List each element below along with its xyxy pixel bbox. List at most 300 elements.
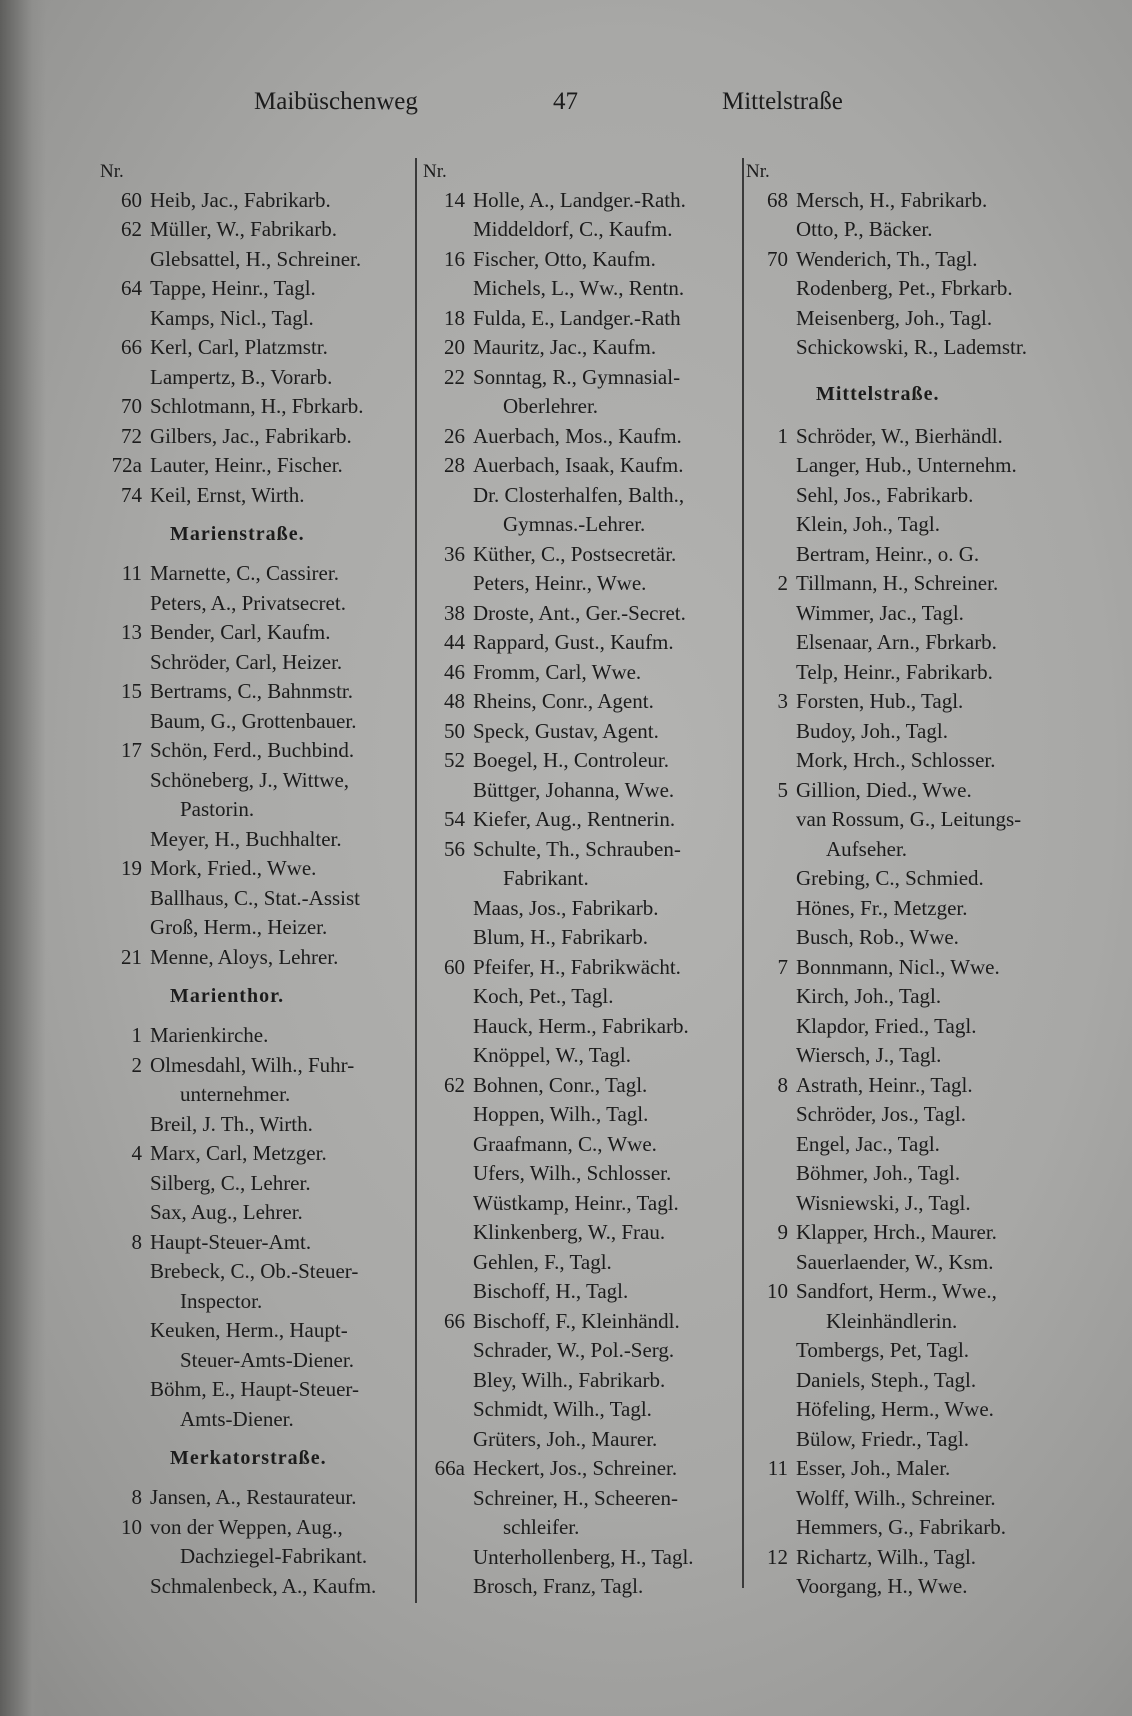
- directory-entry: [423, 658, 738, 688]
- directory-entry: [746, 1189, 1076, 1219]
- entry-continuation: [100, 795, 410, 825]
- directory-entry: [746, 687, 1076, 717]
- directory-entry: [100, 1051, 410, 1081]
- directory-entry: [423, 1336, 738, 1366]
- directory-entry: [100, 422, 410, 452]
- resident-text: Dr. Closterhalfen, Balth.,: [473, 482, 685, 507]
- directory-entry: [423, 422, 738, 452]
- resident-text: Knöppel, W., Tagl.: [473, 1043, 631, 1067]
- resident-text: Brosch, Franz, Tagl.: [473, 1574, 644, 1598]
- directory-entry: [746, 658, 1076, 688]
- directory-entry: [746, 1100, 1076, 1130]
- directory-entry: [100, 392, 410, 422]
- directory-entry: [423, 1395, 738, 1425]
- house-number: 38: [444, 600, 465, 625]
- house-number: 56: [444, 836, 465, 861]
- directory-entry: [746, 776, 1076, 806]
- house-number: 19: [121, 856, 142, 880]
- house-number: 36: [444, 541, 465, 566]
- resident-text: Langer, Hub., Unternehm.: [796, 453, 1017, 477]
- directory-entry: [423, 1130, 738, 1160]
- column-divider: [742, 158, 744, 1588]
- directory-entry: [423, 717, 738, 747]
- resident-text: Bonnmann, Nicl., Wwe.: [796, 954, 1000, 979]
- resident-text: Groß, Herm., Heizer.: [150, 915, 328, 939]
- directory-entry: [100, 1198, 410, 1228]
- directory-entry: [423, 805, 738, 835]
- directory-entry: [100, 186, 410, 216]
- directory-entry: [746, 1130, 1076, 1160]
- resident-text: Unterhollenberg, H., Tagl.: [473, 1544, 694, 1569]
- house-number: 70: [767, 246, 788, 271]
- resident-text: Brebeck, C., Ob.-Steuer-: [150, 1259, 359, 1283]
- resident-text: Tombergs, Pet, Tagl.: [796, 1338, 970, 1362]
- house-number: 5: [777, 777, 788, 802]
- directory-entry: [746, 304, 1076, 334]
- directory-entry: [746, 481, 1076, 511]
- street-heading: Merkatorstraße.: [170, 1447, 327, 1469]
- directory-entry: [423, 1159, 738, 1189]
- directory-entry: [746, 1572, 1076, 1602]
- resident-text: Hönes, Fr., Metzger.: [796, 895, 968, 920]
- directory-entry: [100, 304, 410, 334]
- number-column-label: [746, 156, 1076, 186]
- directory-entry: [423, 363, 738, 393]
- resident-text: Marienkirche.: [150, 1023, 269, 1047]
- resident-text: Otto, P., Bäcker.: [796, 217, 933, 241]
- resident-text: Ballhaus, C., Stat.-Assist: [150, 885, 361, 910]
- directory-column-2: [423, 156, 738, 1602]
- resident-text: Wolff, Wilh., Schreiner.: [796, 1485, 996, 1510]
- resident-text: Schmalenbeck, A., Kaufm.: [150, 1573, 377, 1598]
- house-number: 22: [444, 364, 465, 389]
- directory-entry: [100, 707, 410, 737]
- directory-entry: [423, 540, 738, 570]
- directory-entry: [100, 333, 410, 363]
- street-heading: Marienstraße.: [170, 523, 305, 545]
- house-number: 48: [444, 689, 465, 713]
- house-number: 60: [121, 187, 142, 212]
- resident-text: Grüters, Joh., Maurer.: [473, 1426, 658, 1451]
- resident-text: Marnette, C., Cassirer.: [150, 561, 339, 585]
- resident-text: Speck, Gustav, Agent.: [473, 718, 659, 743]
- resident-text: Peters, Heinr., Wwe.: [473, 571, 647, 595]
- resident-text: Kiefer, Aug., Rentnerin.: [473, 807, 676, 831]
- entry-continuation: [423, 1513, 738, 1543]
- house-number: 9: [777, 1220, 788, 1244]
- house-number: 68: [767, 187, 788, 212]
- directory-entry: [423, 746, 738, 776]
- resident-text: Müller, W., Fabrikarb.: [150, 217, 337, 241]
- resident-text: Pfeifer, H., Fabrikwächt.: [473, 954, 681, 979]
- resident-text: Gymnas.-Lehrer.: [503, 512, 646, 536]
- directory-entry: [100, 274, 410, 304]
- resident-text: Böhmer, Joh., Tagl.: [796, 1161, 961, 1185]
- resident-text: Rheins, Conr., Agent.: [473, 689, 654, 713]
- directory-entry: [100, 1228, 410, 1258]
- nr-label: Nr.: [100, 161, 124, 182]
- directory-entry: [746, 1484, 1076, 1514]
- directory-entry: [423, 687, 738, 717]
- resident-text: Wenderich, Th., Tagl.: [796, 246, 978, 271]
- resident-text: Dachziegel-Fabrikant.: [180, 1544, 368, 1568]
- resident-text: Fischer, Otto, Kaufm.: [473, 246, 656, 271]
- house-number: 17: [121, 738, 142, 762]
- house-number: 13: [121, 620, 142, 644]
- directory-entry: [423, 481, 738, 511]
- directory-entry: [746, 805, 1076, 835]
- resident-text: Schrader, W., Pol.-Serg.: [473, 1338, 675, 1362]
- resident-text: Tillmann, H., Schreiner.: [796, 571, 999, 595]
- resident-text: Kleinhändlerin.: [826, 1308, 958, 1333]
- directory-entry: [423, 835, 738, 865]
- resident-text: Oberlehrer.: [503, 394, 599, 418]
- resident-text: Middeldorf, C., Kaufm.: [473, 217, 673, 241]
- resident-text: Budoy, Joh., Tagl.: [796, 718, 948, 743]
- directory-entry: [100, 589, 410, 619]
- resident-text: Meisenberg, Joh., Tagl.: [796, 305, 993, 330]
- directory-entry: [746, 1218, 1076, 1248]
- resident-text: Sauerlaender, W., Ksm.: [796, 1249, 994, 1274]
- house-number: 64: [121, 276, 142, 300]
- directory-entry: [746, 422, 1076, 452]
- entry-continuation: [423, 392, 738, 422]
- directory-entry: [746, 274, 1076, 304]
- directory-entry: [100, 825, 410, 855]
- directory-entry: [746, 1513, 1076, 1543]
- resident-text: Klapdor, Fried., Tagl.: [796, 1013, 977, 1038]
- directory-entry: [746, 1543, 1076, 1573]
- house-number: 11: [767, 1456, 788, 1480]
- column-divider: [415, 158, 417, 1603]
- number-column-label: [100, 156, 410, 186]
- directory-entry: [100, 1483, 410, 1513]
- house-number: 2: [131, 1052, 142, 1077]
- directory-entry: [423, 215, 738, 245]
- directory-entry: [423, 304, 738, 334]
- resident-text: Mauritz, Jac., Kaufm.: [473, 335, 657, 359]
- resident-text: Busch, Rob., Wwe.: [796, 925, 959, 949]
- resident-text: Böhm, E., Haupt-Steuer-: [150, 1377, 359, 1401]
- running-header-right: Mittelstraße: [722, 88, 843, 115]
- directory-entry: [746, 1012, 1076, 1042]
- directory-entry: [100, 1169, 410, 1199]
- resident-text: Kamps, Nicl., Tagl.: [150, 305, 314, 330]
- house-number: 72a: [111, 453, 142, 477]
- resident-text: Bischoff, H., Tagl.: [473, 1279, 629, 1303]
- resident-text: Olmesdahl, Wilh., Fuhr-: [150, 1052, 355, 1077]
- directory-entry: [746, 1425, 1076, 1455]
- resident-text: Schickowski, R., Lademstr.: [796, 335, 1027, 359]
- house-number: 10: [767, 1279, 788, 1303]
- house-number: 62: [444, 1072, 465, 1097]
- entry-continuation: [746, 1307, 1076, 1337]
- directory-entry: [746, 628, 1076, 658]
- resident-text: Auerbach, Isaak, Kaufm.: [473, 453, 684, 477]
- resident-text: Bley, Wilh., Fabrikarb.: [473, 1367, 666, 1392]
- directory-entry: [746, 982, 1076, 1012]
- directory-column-3: [746, 156, 1076, 1602]
- resident-text: Tappe, Heinr., Tagl.: [150, 276, 316, 300]
- directory-entry: [746, 1071, 1076, 1101]
- resident-text: Klapper, Hrch., Maurer.: [796, 1220, 997, 1244]
- resident-text: Schulte, Th., Schrauben-: [473, 836, 681, 861]
- house-number: 66a: [434, 1456, 465, 1480]
- directory-entry: [423, 333, 738, 363]
- directory-entry: [423, 245, 738, 275]
- resident-text: Hauck, Herm., Fabrikarb.: [473, 1013, 689, 1038]
- resident-text: Auerbach, Mos., Kaufm.: [473, 423, 682, 448]
- resident-text: Küther, C., Postsecretär.: [473, 541, 677, 566]
- resident-text: Peters, A., Privatsecret.: [150, 590, 346, 615]
- directory-entry: [423, 1484, 738, 1514]
- house-number: 16: [444, 246, 465, 271]
- directory-entry: [100, 1316, 410, 1346]
- resident-text: Klinkenberg, W., Frau.: [473, 1220, 666, 1244]
- resident-text: Droste, Ant., Ger.-Secret.: [473, 600, 686, 625]
- directory-entry: [100, 481, 410, 511]
- directory-entry: [100, 1110, 410, 1140]
- directory-entry: [746, 1159, 1076, 1189]
- directory-entry: [423, 1218, 738, 1248]
- directory-entry: [423, 982, 738, 1012]
- resident-text: Schreiner, H., Scheeren-: [473, 1485, 678, 1510]
- directory-entry: [423, 1454, 738, 1484]
- resident-text: Kerl, Carl, Platzmstr.: [150, 335, 328, 359]
- resident-text: Boegel, H., Controleur.: [473, 748, 669, 772]
- resident-text: Schön, Ferd., Buchbind.: [150, 738, 355, 762]
- resident-text: Hoppen, Wilh., Tagl.: [473, 1102, 649, 1126]
- resident-text: Heckert, Jos., Schreiner.: [473, 1456, 678, 1480]
- resident-text: Hemmers, G., Fabrikarb.: [796, 1515, 1006, 1539]
- resident-text: Schlotmann, H., Fbrkarb.: [150, 394, 364, 418]
- entry-continuation: [100, 1346, 410, 1376]
- resident-text: Schröder, Jos., Tagl.: [796, 1102, 966, 1126]
- directory-entry: [423, 1100, 738, 1130]
- directory-entry: [423, 1189, 738, 1219]
- directory-entry: [100, 1021, 410, 1051]
- house-number: 66: [444, 1308, 465, 1333]
- resident-text: Lauter, Heinr., Fischer.: [150, 453, 343, 477]
- page-shadow-edge: [0, 0, 46, 1716]
- house-number: 54: [444, 807, 465, 831]
- entry-continuation: [746, 835, 1076, 865]
- resident-text: Schöneberg, J., Wittwe,: [150, 767, 350, 792]
- house-number: 52: [444, 748, 465, 772]
- resident-text: Lampertz, B., Vorarb.: [150, 364, 333, 389]
- resident-text: Fromm, Carl, Wwe.: [473, 659, 642, 684]
- resident-text: Baum, G., Grottenbauer.: [150, 708, 357, 733]
- house-number: 11: [121, 561, 142, 585]
- resident-text: Jansen, A., Restaurateur.: [150, 1485, 357, 1509]
- street-heading: Mittelstraße.: [816, 382, 940, 405]
- directory-entry: [100, 451, 410, 481]
- directory-entry: [746, 186, 1076, 216]
- directory-entry: [746, 717, 1076, 747]
- resident-text: Keuken, Herm., Haupt-: [150, 1318, 348, 1342]
- directory-entry: [746, 1248, 1076, 1278]
- directory-entry: [746, 215, 1076, 245]
- directory-entry: [100, 943, 410, 973]
- directory-entry: [100, 618, 410, 648]
- resident-text: Rappard, Gust., Kaufm.: [473, 630, 674, 654]
- house-number: 2: [777, 571, 788, 595]
- directory-entry: [423, 628, 738, 658]
- directory-entry: [100, 559, 410, 589]
- resident-text: Gilbers, Jac., Fabrikarb.: [150, 423, 352, 448]
- directory-entry: [100, 245, 410, 275]
- house-number: 12: [767, 1544, 788, 1569]
- directory-entry: [423, 776, 738, 806]
- resident-text: Bischoff, F., Kleinhändl.: [473, 1308, 680, 1333]
- directory-entry: [423, 1572, 738, 1602]
- entry-continuation: [100, 1287, 410, 1317]
- house-number: 44: [444, 630, 465, 654]
- resident-text: Grebing, C., Schmied.: [796, 866, 984, 890]
- number-column-label: [423, 156, 738, 186]
- resident-text: Graafmann, C., Wwe.: [473, 1131, 657, 1156]
- resident-text: Esser, Joh., Maler.: [796, 1456, 951, 1480]
- resident-text: Daniels, Steph., Tagl.: [796, 1367, 977, 1392]
- directory-entry: [423, 923, 738, 953]
- resident-text: Blum, H., Fabrikarb.: [473, 925, 648, 949]
- resident-text: Aufseher.: [826, 836, 908, 861]
- resident-text: Bertram, Heinr., o. G.: [796, 541, 980, 566]
- house-number: 50: [444, 718, 465, 743]
- house-number: 14: [444, 187, 465, 212]
- directory-entry: [423, 953, 738, 983]
- house-number: 4: [131, 1141, 142, 1165]
- resident-text: Mork, Fried., Wwe.: [150, 856, 317, 880]
- directory-entry: [100, 215, 410, 245]
- directory-entry: [746, 451, 1076, 481]
- resident-text: Wiersch, J., Tagl.: [796, 1043, 942, 1067]
- resident-text: Bender, Carl, Kaufm.: [150, 620, 331, 644]
- house-number: 1: [131, 1023, 142, 1047]
- resident-text: Engel, Jac., Tagl.: [796, 1131, 940, 1156]
- directory-entry: [100, 648, 410, 678]
- house-number: 28: [444, 453, 465, 477]
- resident-text: von der Weppen, Aug.,: [150, 1514, 343, 1539]
- nr-label: Nr.: [423, 161, 447, 182]
- directory-entry: [423, 1277, 738, 1307]
- resident-text: Gehlen, F., Tagl.: [473, 1249, 612, 1274]
- house-number: 21: [121, 944, 142, 969]
- house-number: 46: [444, 659, 465, 684]
- resident-text: Telp, Heinr., Fabrikarb.: [796, 659, 993, 684]
- resident-text: Steuer-Amts-Diener.: [180, 1347, 354, 1372]
- directory-entry: [100, 766, 410, 796]
- directory-entry: [746, 864, 1076, 894]
- entry-continuation: [100, 1542, 410, 1572]
- directory-column-1: [100, 156, 410, 1601]
- resident-text: Elsenaar, Arn., Fbrkarb.: [796, 630, 997, 654]
- resident-text: Astrath, Heinr., Tagl.: [796, 1072, 973, 1097]
- entry-continuation: [100, 1080, 410, 1110]
- resident-text: Klein, Joh., Tagl.: [796, 512, 940, 536]
- resident-text: Bülow, Friedr., Tagl.: [796, 1426, 969, 1451]
- house-number: 74: [121, 482, 142, 507]
- resident-text: Gillion, Died., Wwe.: [796, 777, 972, 802]
- directory-entry: [100, 1139, 410, 1169]
- directory-entry: [746, 1395, 1076, 1425]
- resident-text: Sonntag, R., Gymnasial-: [473, 364, 681, 389]
- running-header-left: Maibüschenweg: [254, 88, 418, 115]
- directory-entry: [423, 569, 738, 599]
- directory-entry: [746, 245, 1076, 275]
- resident-text: Holle, A., Landger.-Rath.: [473, 187, 686, 212]
- directory-entry: [423, 1248, 738, 1278]
- resident-text: Kirch, Joh., Tagl.: [796, 984, 942, 1008]
- resident-text: Breil, J. Th., Wirth.: [150, 1111, 313, 1136]
- resident-text: Keil, Ernst, Wirth.: [150, 482, 305, 507]
- resident-text: Inspector.: [180, 1288, 263, 1313]
- resident-text: Sehl, Jos., Fabrikarb.: [796, 482, 974, 507]
- resident-text: Schmidt, Wilh., Tagl.: [473, 1397, 652, 1421]
- directory-entry: [100, 1375, 410, 1405]
- directory-entry: [746, 1366, 1076, 1396]
- nr-label: Nr.: [746, 161, 770, 182]
- directory-entry: [100, 1257, 410, 1287]
- resident-text: Michels, L., Ww., Rentn.: [473, 276, 685, 300]
- house-number: 15: [121, 679, 142, 703]
- entry-continuation: [423, 510, 738, 540]
- directory-entry: [746, 333, 1076, 363]
- resident-text: Schröder, W., Bierhändl.: [796, 423, 1003, 448]
- directory-entry: [423, 1071, 738, 1101]
- house-number: 1: [777, 423, 788, 448]
- directory-entry: [423, 1366, 738, 1396]
- house-number: 20: [444, 335, 465, 359]
- house-number: 62: [121, 217, 142, 241]
- house-number: 10: [121, 1514, 142, 1539]
- directory-entry: [746, 569, 1076, 599]
- resident-text: Mork, Hrch., Schlosser.: [796, 748, 996, 772]
- directory-entry: [746, 599, 1076, 629]
- directory-entry: [746, 1336, 1076, 1366]
- resident-text: Koch, Pet., Tagl.: [473, 984, 614, 1008]
- directory-entry: [746, 1277, 1076, 1307]
- house-number: 60: [444, 954, 465, 979]
- resident-text: Wimmer, Jac., Tagl.: [796, 600, 964, 625]
- resident-text: Richartz, Wilh., Tagl.: [796, 1544, 977, 1569]
- entry-continuation: [100, 1405, 410, 1435]
- house-number: 70: [121, 394, 142, 418]
- directory-entry: [423, 599, 738, 629]
- directory-entry: [423, 274, 738, 304]
- resident-text: Wisniewski, J., Tagl.: [796, 1190, 971, 1215]
- directory-entry: [100, 363, 410, 393]
- resident-text: Pastorin.: [180, 797, 255, 821]
- directory-entry: [423, 1543, 738, 1573]
- resident-text: Sandfort, Herm., Wwe.,: [796, 1279, 997, 1303]
- directory-entry: [100, 854, 410, 884]
- resident-text: Schröder, Carl, Heizer.: [150, 649, 343, 674]
- directory-entry: [100, 913, 410, 943]
- house-number: 18: [444, 305, 465, 330]
- resident-text: Heib, Jac., Fabrikarb.: [150, 187, 331, 212]
- directory-entry: [746, 1041, 1076, 1071]
- house-number: 8: [131, 1229, 142, 1254]
- directory-entry: [100, 884, 410, 914]
- resident-text: Büttger, Johanna, Wwe.: [473, 777, 675, 802]
- resident-text: Forsten, Hub., Tagl.: [796, 689, 964, 713]
- resident-text: Meyer, H., Buchhalter.: [150, 826, 342, 851]
- directory-entry: [746, 746, 1076, 776]
- resident-text: Ufers, Wilh., Schlosser.: [473, 1161, 672, 1185]
- resident-text: Marx, Carl, Metzger.: [150, 1141, 327, 1165]
- directory-entry: [746, 1454, 1076, 1484]
